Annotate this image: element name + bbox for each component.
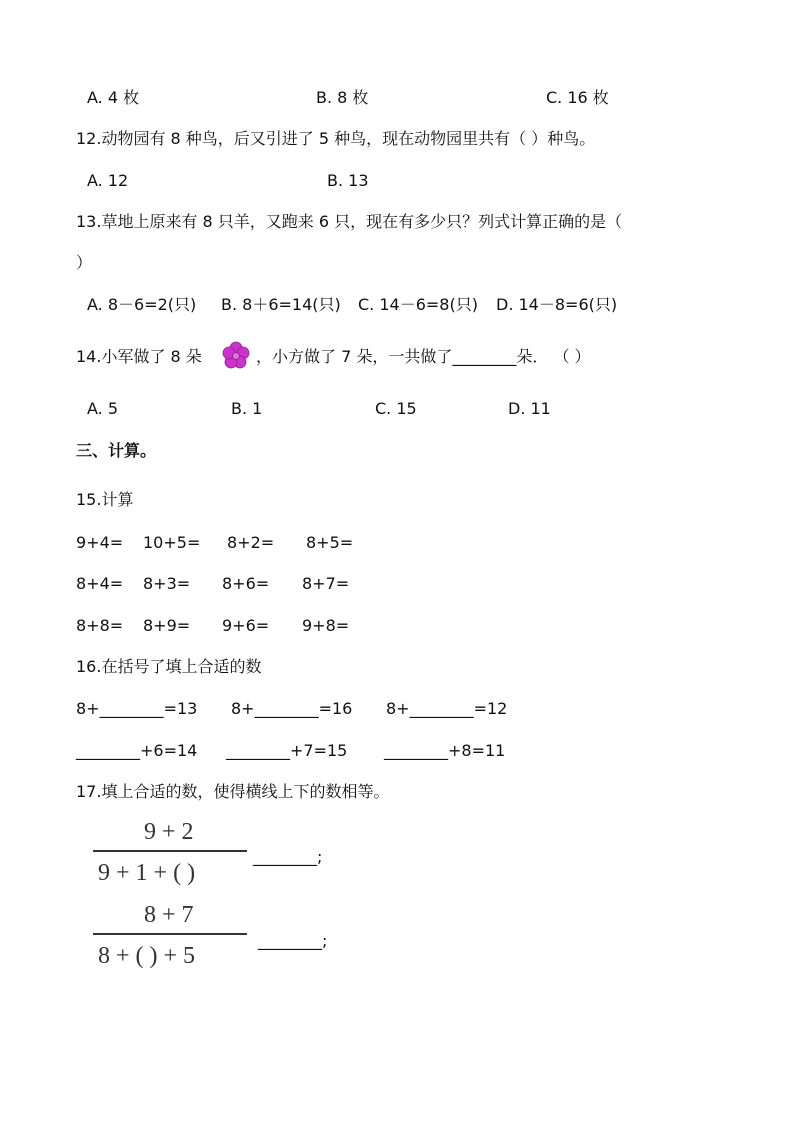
q15-item: 8+6= [222,574,270,593]
q14-question-end: ，小方做了 7 朵，一共做了________朵． （ ） [256,347,591,366]
q15-item: 9+6= [222,616,270,635]
q11-option-a: A. 4 枚 [87,88,140,107]
q15-title: 15.计算 [76,490,134,509]
q16-title: 16.在括号了填上合适的数 [76,657,262,676]
q14-option-a: A. 5 [87,399,119,418]
q15-item: 8+9= [143,616,191,635]
q12-option-b: B. 13 [327,171,369,190]
fraction-2-answer: ________; [258,931,328,950]
q13-option-b: B. 8＋6=14(只) [221,295,341,314]
fraction-2-numerator: 8 + 7 [144,902,194,928]
q16-item: ________+6=14 [76,741,198,760]
q15-item: 8+8= [76,616,124,635]
q13-question: 13.草地上原来有 8 只羊，又跑来 6 只，现在有多少只？列式计算正确的是（ [76,212,623,231]
q15-item: 8+3= [143,574,191,593]
q17-title: 17.填上合适的数，使得横线上下的数相等。 [76,782,390,801]
fraction-1-denominator: 9 + 1 + ( ) [98,860,196,886]
q15-item: 10+5= [143,533,201,552]
q13-option-d: D. 14－8=6(只) [496,295,618,314]
q15-item: 9+4= [76,533,124,552]
q14-option-b: B. 1 [231,399,263,418]
fraction-2-denominator: 8 + ( ) + 5 [98,943,196,969]
q14-option-c: C. 15 [375,399,417,418]
fraction-2-bar [93,933,247,935]
section-title: 三、计算。 [76,441,157,460]
q15-item: 8+7= [302,574,350,593]
q16-item: ________+7=15 [226,741,348,760]
q14-option-d: D. 11 [508,399,551,418]
q15-item: 9+8= [302,616,350,635]
fraction-1-answer: ________; [253,847,323,866]
fraction-1-numerator: 9 + 2 [144,819,194,845]
fraction-1-bar [93,850,247,852]
q12-option-a: A. 12 [87,171,129,190]
q16-item: 8+________=16 [231,699,353,718]
q15-item: 8+2= [227,533,275,552]
q16-item: ________+8=11 [384,741,506,760]
q11-option-b: B. 8 枚 [316,88,369,107]
q16-item: 8+________=13 [76,699,198,718]
q12-question: 12.动物园有 8 种鸟，后又引进了 5 种鸟，现在动物园里共有（ ）种鸟。 [76,129,596,148]
q16-item: 8+________=12 [386,699,508,718]
q14-question-start: 14.小军做了 8 朵 [76,347,202,366]
flower-icon [222,341,250,369]
q13-option-a: A. 8－6=2(只) [87,295,197,314]
q15-item: 8+4= [76,574,124,593]
q13-option-c: C. 14－6=8(只) [358,295,478,314]
q11-option-c: C. 16 枚 [546,88,609,107]
q15-item: 8+5= [306,533,354,552]
q13-question-cont: ） [76,253,93,272]
